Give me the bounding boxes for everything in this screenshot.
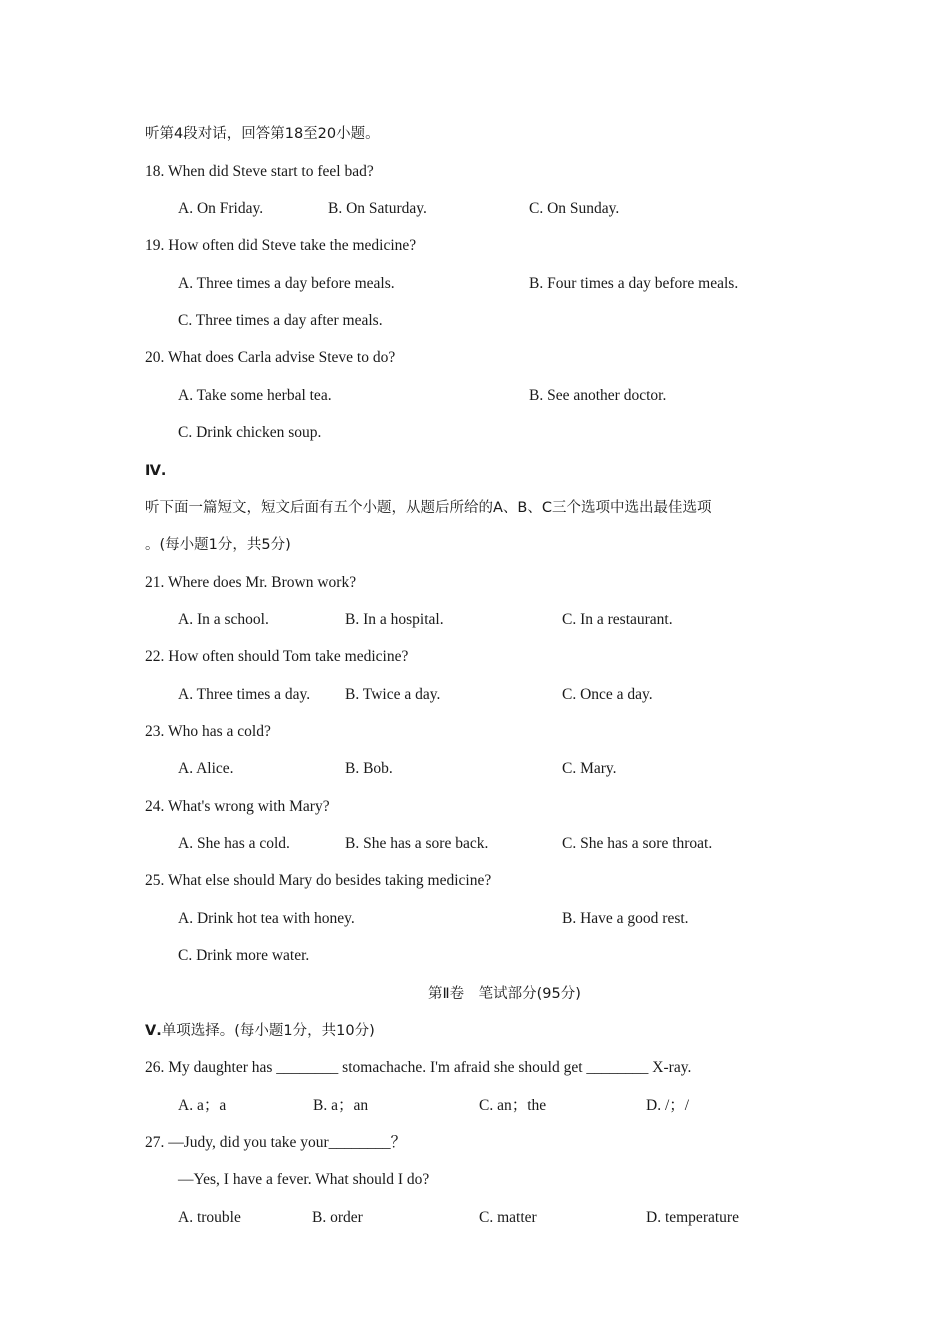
q27-option-a: A. trouble xyxy=(178,1209,241,1226)
q22-option-b: B. Twice a day. xyxy=(345,686,441,703)
q24-option-b: B. She has a sore back. xyxy=(345,835,489,852)
q20-option-c: C. Drink chicken soup. xyxy=(178,424,322,441)
q24-option-c: C. She has a sore throat. xyxy=(562,835,713,852)
q22-option-a: A. Three times a day. xyxy=(178,686,311,703)
q19-option-a: A. Three times a day before meals. xyxy=(178,275,395,292)
q27-option-c: C. matter xyxy=(479,1209,537,1226)
section-5-title: 单项选择。(每小题1分，共10分) xyxy=(161,1023,375,1039)
q27-reply: —Yes, I have a fever. What should I do? xyxy=(178,1171,430,1188)
section-4-instruction: 听下面一篇短文，短文后面有五个小题，从题后所给的A、B、C三个选项中选出最佳选项 xyxy=(145,500,712,516)
q18-option-a: A. On Friday. xyxy=(178,200,264,217)
question-19-stem: 19. How often did Steve take the medicine? xyxy=(145,237,417,254)
q18-option-c: C. On Sunday. xyxy=(529,200,620,217)
question-23-stem: 23. Who has a cold? xyxy=(145,723,271,740)
question-22-stem: 22. How often should Tom take medicine? xyxy=(145,648,409,665)
q26-option-c: C. an；the xyxy=(479,1097,547,1114)
question-27-stem: 27. —Judy, did you take your________？ xyxy=(145,1134,407,1151)
q19-option-c: C. Three times a day after meals. xyxy=(178,312,383,329)
q20-option-a: A. Take some herbal tea. xyxy=(178,387,332,404)
q26-option-a: A. a；a xyxy=(178,1097,227,1114)
q27-option-b: B. order xyxy=(312,1209,363,1226)
q25-option-b: B. Have a good rest. xyxy=(562,910,689,927)
q23-option-a: A. Alice. xyxy=(178,760,234,777)
q22-option-c: C. Once a day. xyxy=(562,686,653,703)
question-18-stem: 18. When did Steve start to feel bad? xyxy=(145,163,374,180)
section-5-heading xyxy=(145,1021,375,1041)
q21-option-c: C. In a restaurant. xyxy=(562,611,673,628)
q27-option-d: D. temperature xyxy=(646,1209,739,1226)
q23-option-b: B. Bob. xyxy=(345,760,393,777)
question-25-stem: 25. What else should Mary do besides taking medicine? xyxy=(145,872,492,889)
q19-option-b: B. Four times a day before meals. xyxy=(529,275,739,292)
section-5-number: Ⅴ. xyxy=(145,1023,162,1039)
section-4-number: Ⅳ. xyxy=(145,463,167,479)
q26-option-d: D. /；/ xyxy=(646,1097,690,1114)
q20-option-b: B. See another doctor. xyxy=(529,387,667,404)
q23-option-c: C. Mary. xyxy=(562,760,617,777)
q24-option-a: A. She has a cold. xyxy=(178,835,290,852)
section-4-instruction-cont: 。(每小题1分，共5分) xyxy=(145,537,291,553)
question-26-stem: 26. My daughter has ________ stomachache. I'm afraid she should get ________ X-ray. xyxy=(145,1059,692,1076)
question-21-stem: 21. Where does Mr. Brown work? xyxy=(145,574,357,591)
q18-option-b: B. On Saturday. xyxy=(328,200,427,217)
part-2-title: 第Ⅱ卷 笔试部分(95分) xyxy=(428,986,581,1002)
q21-option-a: A. In a school. xyxy=(178,611,269,628)
q25-option-c: C. Drink more water. xyxy=(178,947,310,964)
q21-option-b: B. In a hospital. xyxy=(345,611,444,628)
q25-option-a: A. Drink hot tea with honey. xyxy=(178,910,355,927)
q26-option-b: B. a；an xyxy=(313,1097,369,1114)
question-20-stem: 20. What does Carla advise Steve to do? xyxy=(145,349,396,366)
question-24-stem: 24. What's wrong with Mary? xyxy=(145,798,330,815)
section-heading: 听第4段对话，回答第18至20小题。 xyxy=(145,126,380,142)
